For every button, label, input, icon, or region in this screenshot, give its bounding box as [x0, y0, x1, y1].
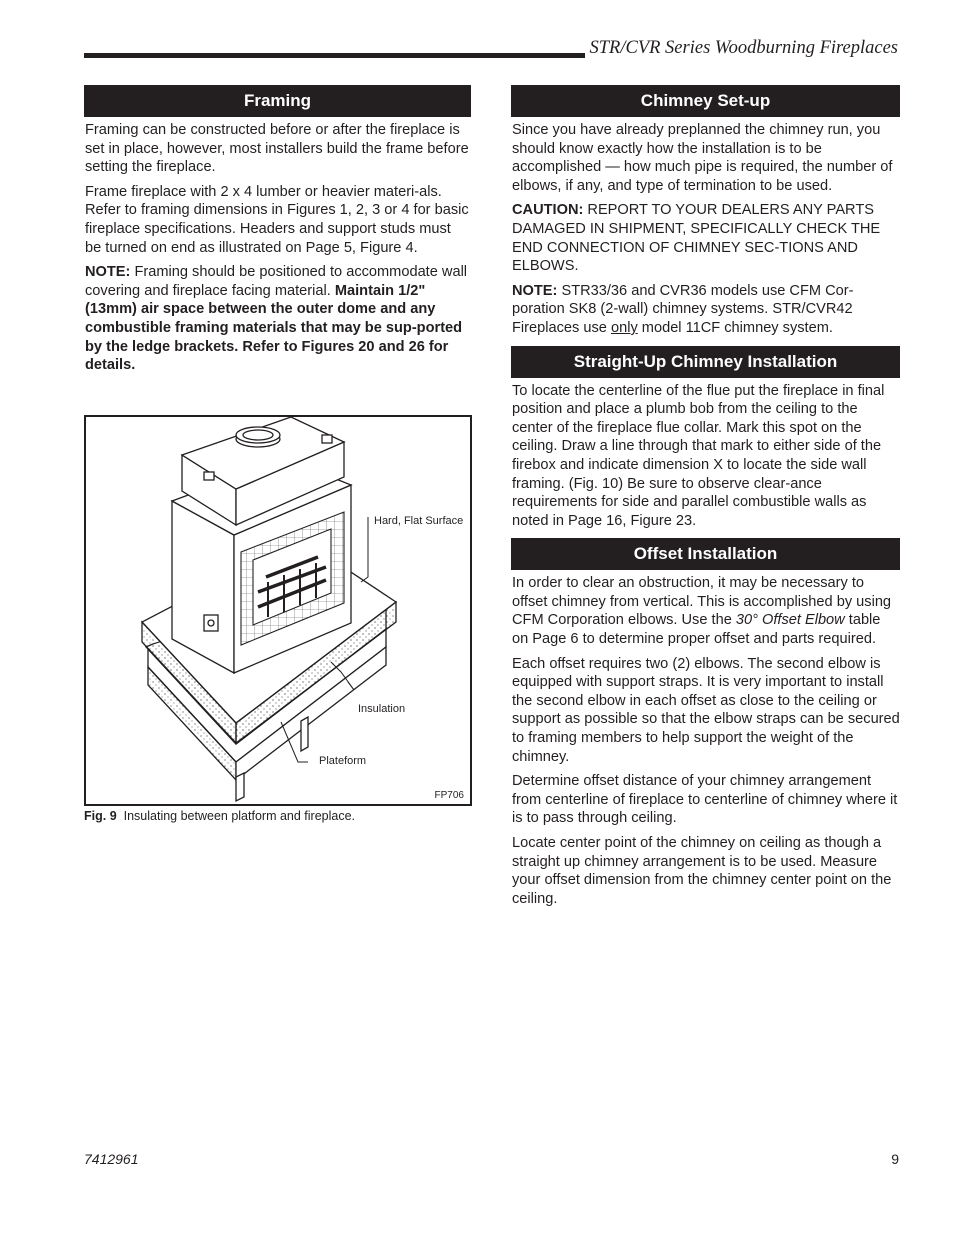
straight-up-heading: Straight-Up Chimney Installation — [511, 346, 900, 378]
left-column — [84, 85, 471, 381]
header-rule — [84, 53, 585, 58]
figure-caption-text: Insulating between platform and fireplace. — [123, 809, 355, 823]
framing-paragraph-1: Framing can be constructed before or after the fireplace is set in place, however, most installers build the frame before setting the fireplace. — [85, 122, 469, 176]
framing-note-bold: Maintain 1/2" (13mm) air space between the outer dome and any combustible framing materials that may be sup-ported by the ledge brackets. Refer to Figures 20 and 26 for details. — [85, 282, 463, 374]
figure-caption — [84, 809, 355, 823]
offset-p1-a: In order to clear an obstruction, it may be necessary to offset chimney from vertical. This is accomplished by using CFM Corporation elbows. Use the — [512, 575, 892, 629]
chimney-note-text-2: model 11CF chimney system. — [637, 319, 833, 336]
caution-text: REPORT TO YOUR DEALERS ANY PARTS DAMAGED IN SHIPMENT, SPECIFICALLY CHECK THE END CONNECTION OF CHIMNEY SEC-TIONS AND ELBOWS. — [512, 202, 881, 275]
offset-paragraph-1 — [511, 574, 900, 648]
figure-code: FP706 — [434, 790, 464, 801]
label-plateform: Plateform — [319, 755, 367, 767]
offset-paragraph-2: Each offset requires two (2) elbows. The second elbow is equipped with support straps. It is very important to install the second elbow in each offset as close to the ceiling or support as possible so that the elbow straps can be secured to framing members to help support the weight of the chimney. — [512, 655, 900, 765]
framing-heading: Framing — [84, 85, 471, 117]
chimney-note-label: NOTE: — [512, 282, 558, 299]
offset-paragraph-3: Determine offset distance of your chimney arrangement from centerline of fireplace to centerline of chimney where it is to pass through ceiling. — [512, 773, 898, 827]
chimney-note-underline: only — [610, 319, 638, 336]
straight-up-paragraph: To locate the centerline of the flue put the fireplace in final position and place a plumb bob from the ceiling to the center of the fireplace flue collar. Mark this spot on the ceiling. Draw a line through that mark to either side of the firebox and indicate dimension X to locate the side wall framing. (Fig. 10) Be sure to observe clear-ance requirements for side and parallel combustible walls as noted in Page 16, Figure 23. — [512, 382, 885, 529]
chimney-setup-heading: Chimney Set-up — [511, 85, 900, 117]
offset-p1-italic: 30° Offset Elbow — [735, 612, 845, 629]
caution-label: CAUTION: — [512, 202, 584, 219]
chimney-caution — [511, 201, 900, 275]
framing-note-text: Framing should be positioned to accommodate wall covering and fireplace facing material. — [85, 264, 468, 299]
label-insulation: Insulation — [358, 703, 406, 715]
chimney-setup-paragraph: Since you have already preplanned the chimney run, you should know exactly how the installation is to be accomplished — how much pipe is required, the number of elbows, if any, and type of termination to be used. — [512, 122, 893, 194]
running-header: STR/CVR Series Woodburning Fireplaces — [589, 38, 898, 58]
document-number: 7412961 — [84, 1151, 139, 1167]
figure-caption-label: Fig. 9 — [84, 809, 117, 823]
fireplace-illustration — [86, 417, 470, 804]
label-hard-flat-surface: Hard, Flat Surface — [374, 515, 464, 527]
framing-note-label: NOTE: — [85, 264, 131, 281]
framing-paragraph-2: Frame fireplace with 2 x 4 lumber or heavier materi-als. Refer to framing dimensions in Figures 1, 2, 3 or 4 for basic fireplace specifications. Headers and support studs must be turned on end as illustrated on Page 5, Figure 4. — [85, 183, 469, 256]
framing-note — [84, 263, 471, 375]
figure-9 — [84, 415, 472, 806]
right-column — [511, 85, 900, 914]
offset-heading: Offset Installation — [511, 538, 900, 570]
chimney-note-text-1: STR33/36 and CVR36 models use CFM Cor-poration SK8 (2-wall) chimney systems. STR/CVR42 Fireplaces use — [512, 282, 854, 336]
page-number: 9 — [891, 1151, 899, 1167]
chimney-note — [511, 282, 900, 338]
offset-p1-b: table on Page 6 to determine proper offset and parts required. — [512, 612, 881, 648]
offset-paragraph-4: Locate center point of the chimney on ceiling as though a straight up chimney arrangement is to be used. Measure your offset dimension from the chimney center point on the ceiling. — [512, 835, 892, 907]
